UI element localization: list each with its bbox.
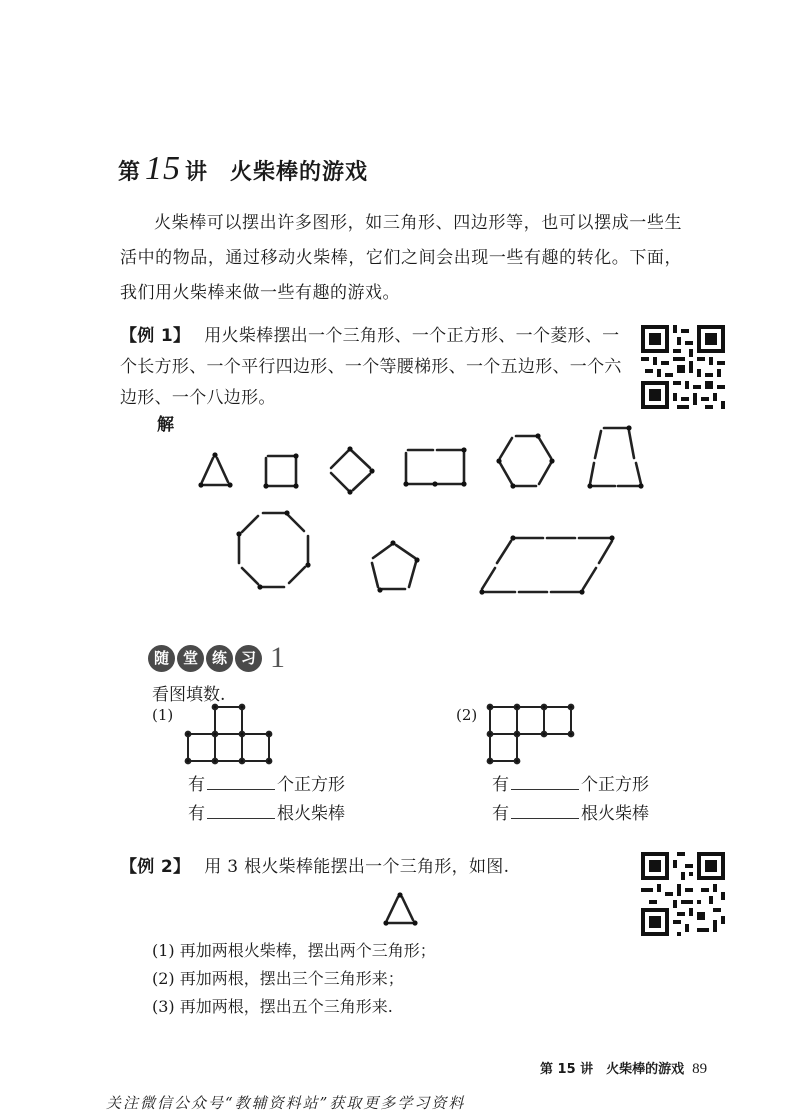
lecture-name: 火柴棒的游戏 xyxy=(230,160,369,185)
practice-char-2: 堂 xyxy=(177,645,204,672)
practice-char-4: 习 xyxy=(235,645,262,672)
rectangle-shape xyxy=(403,447,466,486)
footer-text: 第 15 讲 火柴棒的游戏 xyxy=(540,1062,685,1077)
bottom-note: 关注微信公众号“教辅资料站”获取更多学习资料 xyxy=(106,1094,466,1112)
example-2-item-2: (2) 再加两根，摆出三个三角形来； xyxy=(152,969,404,988)
page-number: 89 xyxy=(692,1061,708,1077)
page-footer xyxy=(540,1058,707,1078)
example-2-label: 【例 2】 xyxy=(120,857,191,877)
practice-instruction: 看图填数. xyxy=(152,685,226,705)
trapezoid-shape xyxy=(587,425,643,488)
q1-squares-blank[interactable] xyxy=(207,775,275,790)
q2-grid-figure xyxy=(486,702,576,766)
example-2-item-3: (3) 再加两根，摆出五个三角形来. xyxy=(152,997,393,1016)
lecture-number: 15 xyxy=(145,150,182,187)
q2-line1-pre: 有 xyxy=(492,775,509,795)
matchstick-shapes-row1 xyxy=(190,418,670,508)
q1-line1-pre: 有 xyxy=(188,775,205,795)
solution-label: 解 xyxy=(157,415,174,435)
q1-label: (1) xyxy=(152,706,174,724)
q2-line2-post: 根火柴棒 xyxy=(581,804,649,824)
q2-label: (2) xyxy=(456,706,478,724)
rhombus-shape xyxy=(331,446,375,494)
qr-code-icon xyxy=(641,852,725,936)
example-1-text: 用火柴棒摆出一个三角形、一个正方形、一个菱形、一个长方形、一个平行四边形、一个等腰梯形、一个五边形、一个六边形、一个八边形。 xyxy=(120,326,622,408)
q1-grid-figure xyxy=(184,702,274,766)
example-1-label: 【例 1】 xyxy=(120,326,191,346)
q2-matches-blank[interactable] xyxy=(511,804,579,819)
example-2-text: 用 3 根火柴棒能摆出一个三角形，如图. xyxy=(204,857,510,877)
q1-line1-post: 个正方形 xyxy=(277,775,345,795)
q2-squares-blank[interactable] xyxy=(511,775,579,790)
q1-matches-blank[interactable] xyxy=(207,804,275,819)
intro-paragraph: 火柴棒可以摆出许多图形，如三角形、四边形等，也可以摆成一些生活中的物品，通过移动火柴棒，它们之间会出现一些有趣的转化。下面，我们用火柴棒来做一些有趣的游戏。 xyxy=(120,213,682,303)
example-1 xyxy=(120,321,632,414)
q2-line2 xyxy=(492,799,649,824)
q2-line2-pre: 有 xyxy=(492,804,509,824)
q1-line2-pre: 有 xyxy=(188,804,205,824)
pentagon-shape xyxy=(372,540,420,592)
matchstick-shapes-row2 xyxy=(225,505,625,605)
parallelogram-shape xyxy=(479,535,614,594)
lecture-suffix: 讲 xyxy=(185,160,209,185)
square-shape xyxy=(263,453,298,488)
q2-line1 xyxy=(492,770,649,795)
q2-line1-post: 个正方形 xyxy=(581,775,649,795)
q1-line2 xyxy=(188,799,345,824)
hexagon-shape xyxy=(496,433,554,488)
lecture-title xyxy=(118,150,368,188)
practice-header xyxy=(148,641,285,675)
example-2-item-1: (1) 再加两根火柴棒，摆出两个三角形； xyxy=(152,941,436,960)
practice-number: 1 xyxy=(270,641,285,674)
lecture-prefix: 第 xyxy=(118,160,142,185)
example-2-triangle xyxy=(380,890,420,928)
example-2-items xyxy=(152,937,436,1021)
q1-line2-post: 根火柴棒 xyxy=(277,804,345,824)
qr-code-icon xyxy=(641,325,725,409)
practice-char-1: 随 xyxy=(148,645,175,672)
example-2 xyxy=(120,852,509,883)
triangle-shape xyxy=(198,452,232,487)
q1-line1 xyxy=(188,770,345,795)
octagon-shape xyxy=(236,510,310,589)
practice-char-3: 练 xyxy=(206,645,233,672)
